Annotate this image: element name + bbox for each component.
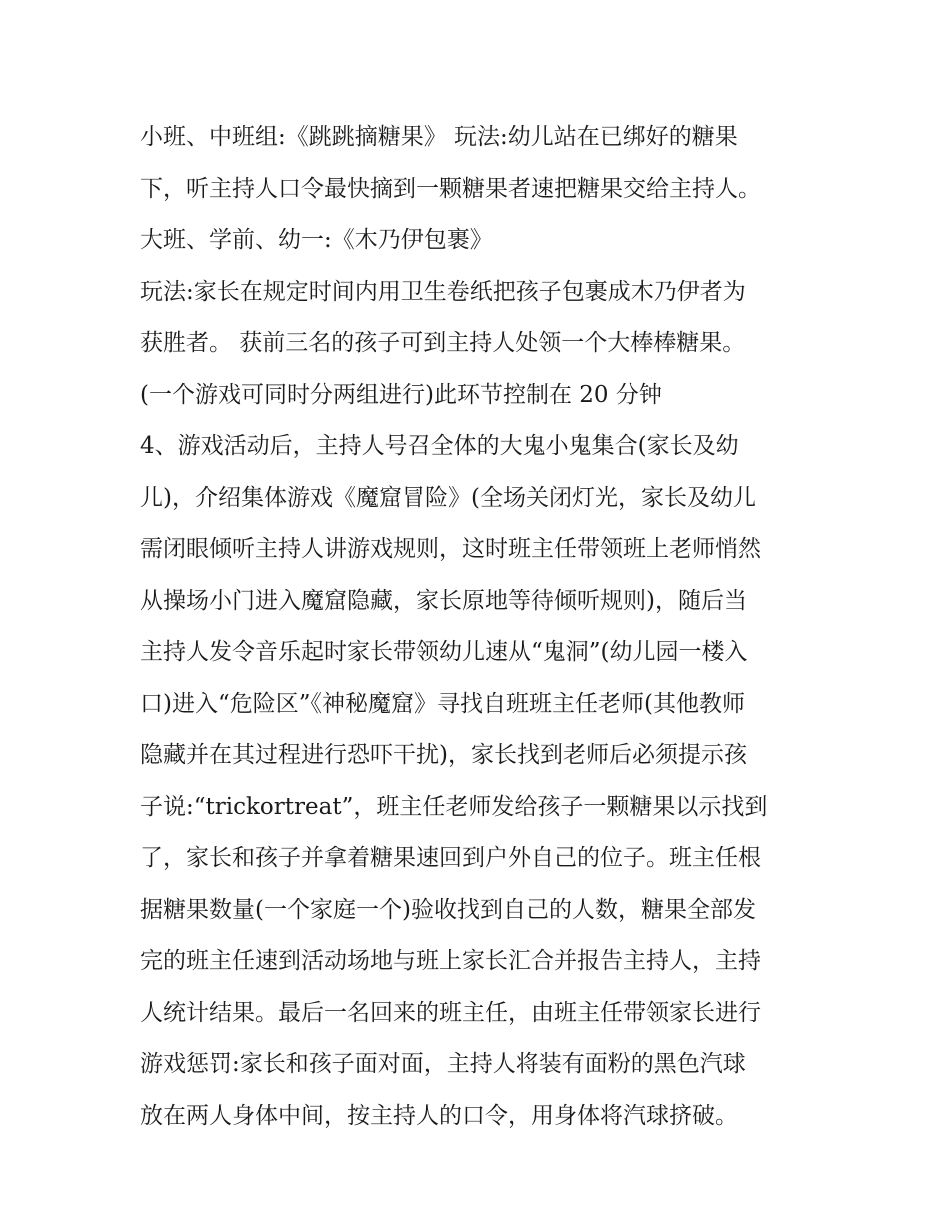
text-line-13: 隐藏并在其过程进行恐吓干扰)，家长找到老师后必须提示孩: [140, 742, 747, 768]
text-line-20: 放在两人身体中间，按主持人的口令，用身体将汽球挤破。: [140, 1102, 738, 1129]
text-line-17: 完的班主任速到活动场地与班上家长汇合并报告主持人，主持: [140, 948, 761, 974]
text-line-19: 游戏惩罚:家长和孩子面对面，主持人将装有面粉的黑色汽球: [140, 1051, 746, 1077]
text-line-18: 人统计结果。最后一名回来的班主任，由班主任带领家长进行: [140, 999, 761, 1026]
text-line-7: 4、游戏活动后，主持人号召全体的大鬼小鬼集合(家长及幼: [140, 433, 739, 459]
text-line-14: 子说:“trickortreat”，班主任老师发给孩子一颗糖果以示找到: [140, 793, 768, 820]
text-line-9: 需闭眼倾听主持人讲游戏规则，这时班主任带领班上老师悄然: [140, 536, 761, 562]
document-page: [140, 112, 830, 1142]
text-line-6: (一个游戏可同时分两组进行)此环节控制在 20 分钟: [140, 381, 662, 408]
text-line-8: 儿)，介绍集体游戏《魔窟冒险》(全场关闭灯光，家长及幼儿: [140, 484, 756, 511]
text-line-16: 据糖果数量(一个家庭一个)验收找到自己的人数，糖果全部发: [140, 896, 756, 923]
text-line-10: 从操场小门进入魔窟隐藏，家长原地等待倾听规则)，随后当: [140, 587, 747, 614]
text-line-11: 主持人发令音乐起时家长带领幼儿速从“鬼洞”(幼儿园一楼入: [140, 639, 748, 665]
text-line-4: 玩法:家长在规定时间内用卫生卷纸把孩子包裹成木乃伊者为: [140, 278, 746, 305]
text-line-3: 大班、学前、幼一:《木乃伊包裹》: [140, 227, 493, 253]
text-line-15: 了，家长和孩子并拿着糖果速回到户外自己的位子。班主任根: [140, 845, 761, 871]
text-line-1: 小班、中班组:《跳跳摘糖果》 玩法:幼儿站在已绑好的糖果: [140, 124, 738, 150]
text-line-5: 获胜者。 获前三名的孩子可到主持人处领一个大棒棒糖果。: [140, 330, 746, 356]
text-line-12: 口)进入“危险区”《神秘魔窟》寻找自班班主任老师(其他教师: [140, 690, 745, 717]
text-line-2: 下，听主持人口令最快摘到一颗糖果者速把糖果交给主持人。: [140, 175, 761, 202]
